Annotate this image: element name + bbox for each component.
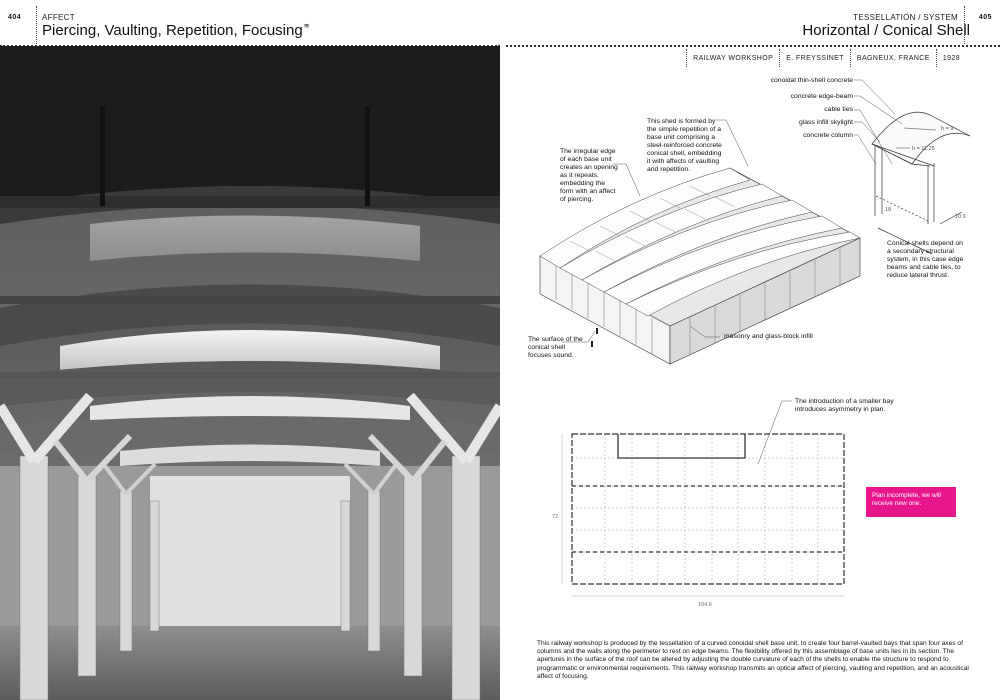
annotation-conical-shells: Conical shells depend on a secondary structural system, in this case edge beams and cable ties, to reduce lateral thrust. xyxy=(887,240,964,280)
label-column: concrete column xyxy=(803,132,853,139)
dim-plan-width: 104.6 xyxy=(698,602,712,608)
dim-depth: 10.9 xyxy=(955,214,966,220)
right-kicker: TESSELLATION / SYSTEM xyxy=(853,13,958,22)
body-caption: This railway workshop is produced by the tessellation of a curved conoidal shell base unit, to create four barrel-vaulted bays that span four axes of columns and the walls along the perimeter to rest on edge beams. The flexibility offered by this assemblage of base units lies in its section. The apertures in the surface of the roof can be altered by adjusting the double curvature of each of the shells to enable the structure to respond to programmatic or environmental requirements. This railway workshop transmits an optical affect of piercing, vaulting and repetition, and an acoustical affect of focusing. xyxy=(537,640,969,680)
meta-architect: E. FREYSSINET xyxy=(786,54,844,62)
label-ties: cable ties xyxy=(824,106,853,113)
annotation-infill: masonry and glass-block infill xyxy=(724,333,813,340)
header-divider-left xyxy=(36,6,37,44)
page-header xyxy=(0,0,1000,46)
right-page-number: 405 xyxy=(978,14,992,21)
interior-photograph xyxy=(0,46,500,700)
label-shell: conoidal thin-shell concrete xyxy=(770,77,853,84)
left-kicker: AFFECT xyxy=(42,13,75,22)
section-drawing xyxy=(872,112,970,254)
dim-h-lower: h = 11.25 xyxy=(912,146,935,152)
label-edge-beam: concrete edge-beam xyxy=(790,93,853,100)
left-title-text: Piercing, Vaulting, Repetition, Focusing xyxy=(42,22,303,39)
meta-location: BAGNEUX, FRANCE xyxy=(856,54,930,62)
dim-plan-height: 72 xyxy=(552,514,559,520)
human-figures xyxy=(591,328,598,347)
annotation-surface: The surface of the conical shell focuses sound. xyxy=(528,336,583,360)
sticky-note: Plan incomplete, we will receive new one. xyxy=(866,487,956,517)
plan-drawing xyxy=(562,434,844,596)
meta-year: 1928 xyxy=(942,54,960,62)
left-page-number: 404 xyxy=(8,14,22,21)
label-skylight: glass infill skylight xyxy=(798,119,853,126)
dim-h-upper: h = 9 xyxy=(941,126,954,132)
wave-icon: ≋ xyxy=(303,23,310,30)
annotation-repetition: This shed is formed by the simple repetition of a base unit comprising a steel-reinforced concrete conical shell, embedding it with affects of vaulting and repetition. xyxy=(647,118,722,174)
header-divider-right xyxy=(964,6,965,44)
right-title: Horizontal / Conical Shell xyxy=(802,22,970,39)
annotation-irregular-edge: The irregular edge of each base unit creates an opening as it repeats, embedding the form with an affect of piercing. xyxy=(560,148,618,204)
annotation-smaller-bay: The introduction of a smaller bay introduces asymmetry in plan. xyxy=(795,398,894,414)
meta-building: RAILWAY WORKSHOP xyxy=(693,54,774,62)
left-title xyxy=(42,22,310,39)
dim-width: 18 xyxy=(885,207,892,213)
